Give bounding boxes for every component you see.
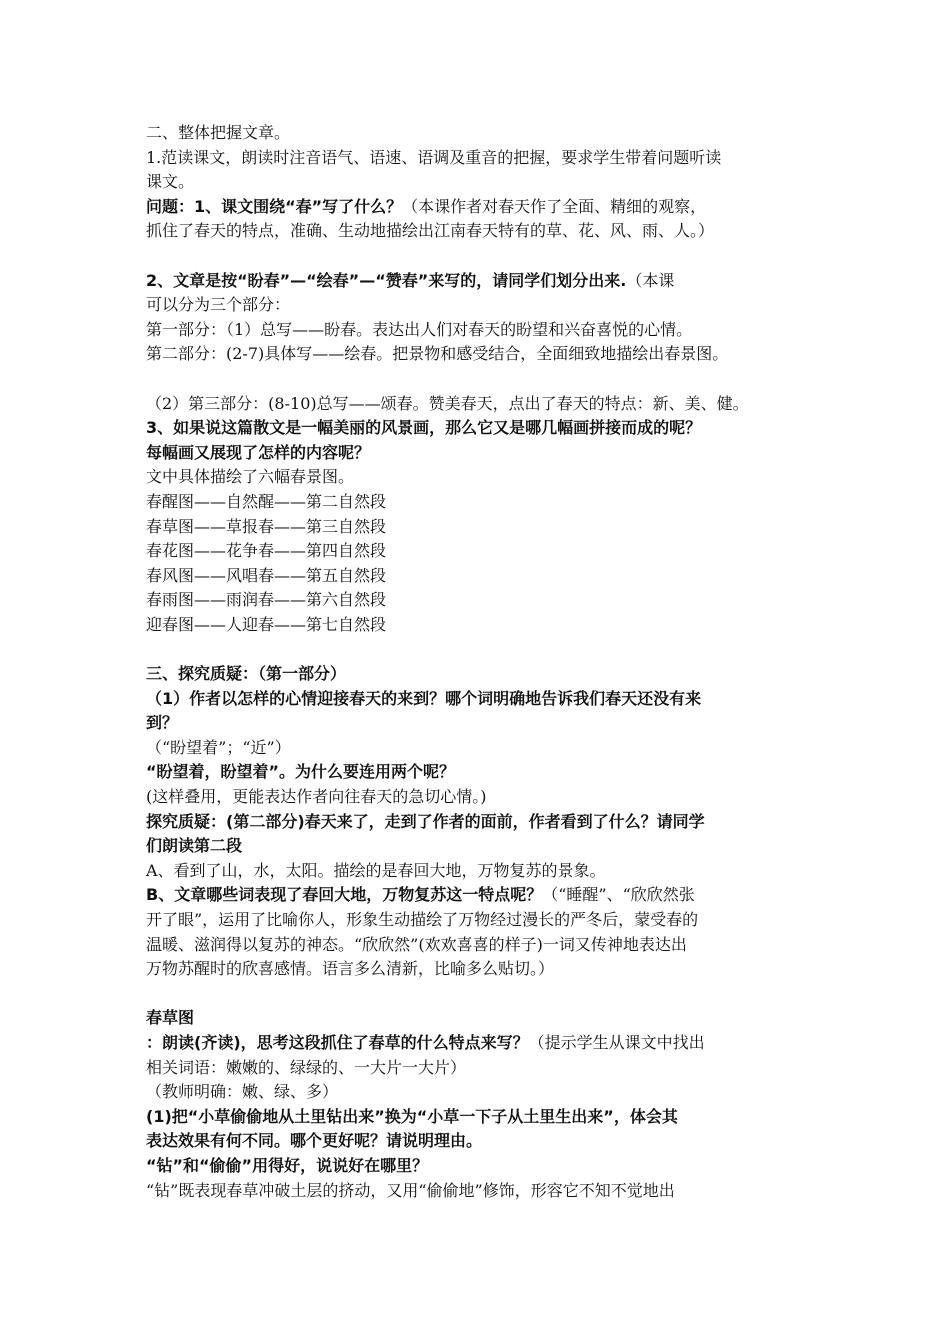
spacer [146,244,826,269]
spacer [146,982,826,1007]
answer-text: （“睡醒”、“欣欣然张 [542,885,695,905]
answer-line: 抓住了春天的特点，准确、生动地描绘出江南春天特有的草、花、风、雨、人。） [146,221,715,241]
question-line [146,195,826,220]
subsection-title: 春草图 [146,1008,195,1028]
document-body [146,121,826,1203]
picture-list-item: 春风图——风唱春——第五自然段 [146,565,387,585]
question-line: “钻”和“偷偷”用得好，说说好在哪里？ [146,1155,429,1175]
question-2-text: 2、文章是按“盼春”—“绘春”—“赞春”来写的，请同学们划分出来. [146,270,627,290]
question-line: “盼望着，盼望着”。为什么要连用两个呢？ [146,762,456,782]
question-line: (1)把“小草偷偷地从土里钻出来”换为“小草一下子从土里生出来”，体会其 [146,1106,678,1126]
spacer [146,367,826,392]
question-line [146,883,826,908]
answer-line: A、看到了山，水，太阳。描绘的是春回大地，万物复苏的景象。 [146,860,606,880]
question-3-line: 每幅画又展现了怎样的内容呢？ [146,442,371,462]
paragraph-line: 课文。 [146,172,195,192]
question-line: 表达效果有何不同。哪个更好呢？请说明理由。 [146,1131,483,1151]
picture-list-item: 春醒图——自然醒——第二自然段 [146,491,387,511]
picture-list-item: 春草图——草报春——第三自然段 [146,516,387,536]
answer-line: “钻”既表现春草冲破土层的挤动，又用“偷偷地”修饰，形容它不知不觉地出 [146,1180,675,1200]
answer-text: （提示学生从课文中找出 [528,1032,705,1052]
question-line: 探究质疑：(第二部分)春天来了，走到了作者的面前，作者看到了什么？请同学 [146,811,705,831]
answer-text: （本课 [626,270,675,290]
question-line [146,269,826,294]
part-1-line: 第一部分：（1）总写——盼春。表达出人们对春天的盼望和兴奋喜悦的心情。 [146,319,693,339]
answer-line: （教师明确：嫩、绿、多） [146,1082,339,1102]
answer-line: （“盼望着”；“近”） [146,737,291,757]
section-heading-3: 三、探究质疑：（第一部分） [146,664,347,684]
picture-list-item: 春雨图——雨润春——第六自然段 [146,590,387,610]
spacer [146,637,826,662]
question-1-text: 问题：1、课文围绕“春”写了什么？ [146,196,403,216]
question-line: 们朗读第二段 [146,836,243,856]
picture-list-item: 春花图——花争春——第四自然段 [146,541,387,561]
paragraph-line: 1.范读课文，朗读时注音语气、语速、语调及重音的把握，要求学生带着问题听读 [146,147,722,167]
answer-text: （本课作者对春天作了全面、精细的观察， [402,196,707,216]
answer-line: 相关词语：嫩嫩的、绿绿的、一大片一大片） [146,1057,467,1077]
picture-list-item: 迎春图——人迎春——第七自然段 [146,614,387,634]
section-heading-2: 二、整体把握文章。 [146,123,291,142]
answer-line: 开了眼”，运用了比喻你人，形象生动描绘了万物经过漫长的严冬后，蒙受春的 [146,910,699,929]
answer-line: (这样叠用，更能表达作者向往春天的急切心情。) [146,787,487,807]
question-line: 到？ [146,713,179,733]
part-3-line: （2）第三部分：(8-10)总写——颂春。赞美春天，点出了春天的特点：新、美、健。 [146,393,749,413]
question-line [146,1031,826,1056]
part-2-line: 第二部分：(2-7)具体写——绘春。把景物和感受结合，全面细致地描绘出春景图。 [146,344,729,364]
question-b-text: B、文章哪些词表现了春回大地，万物复苏这一特点呢？ [146,885,543,905]
paragraph-line: 文中具体描绘了六幅春景图。 [146,467,355,487]
question-3-line: 3、如果说这篇散文是一幅美丽的风景画，那么它又是哪几幅画拼接而成的呢？ [146,418,702,438]
answer-line: 万物苏醒时的欣喜感情。语言多么清新，比喻多么贴切。） [146,959,555,979]
answer-line: 温暖、滋润得以复苏的神态。“欣欣然”(欢欢喜喜的样子)一词又传神地表达出 [146,934,687,954]
question-line: （1）作者以怎样的心情迎接春天的来到？哪个词明确地告诉我们春天还没有来 [146,688,702,708]
answer-line: 可以分为三个部分： [146,295,291,315]
question-text: ：朗读(齐读)，思考这段抓住了春草的什么特点来写？ [146,1032,529,1052]
